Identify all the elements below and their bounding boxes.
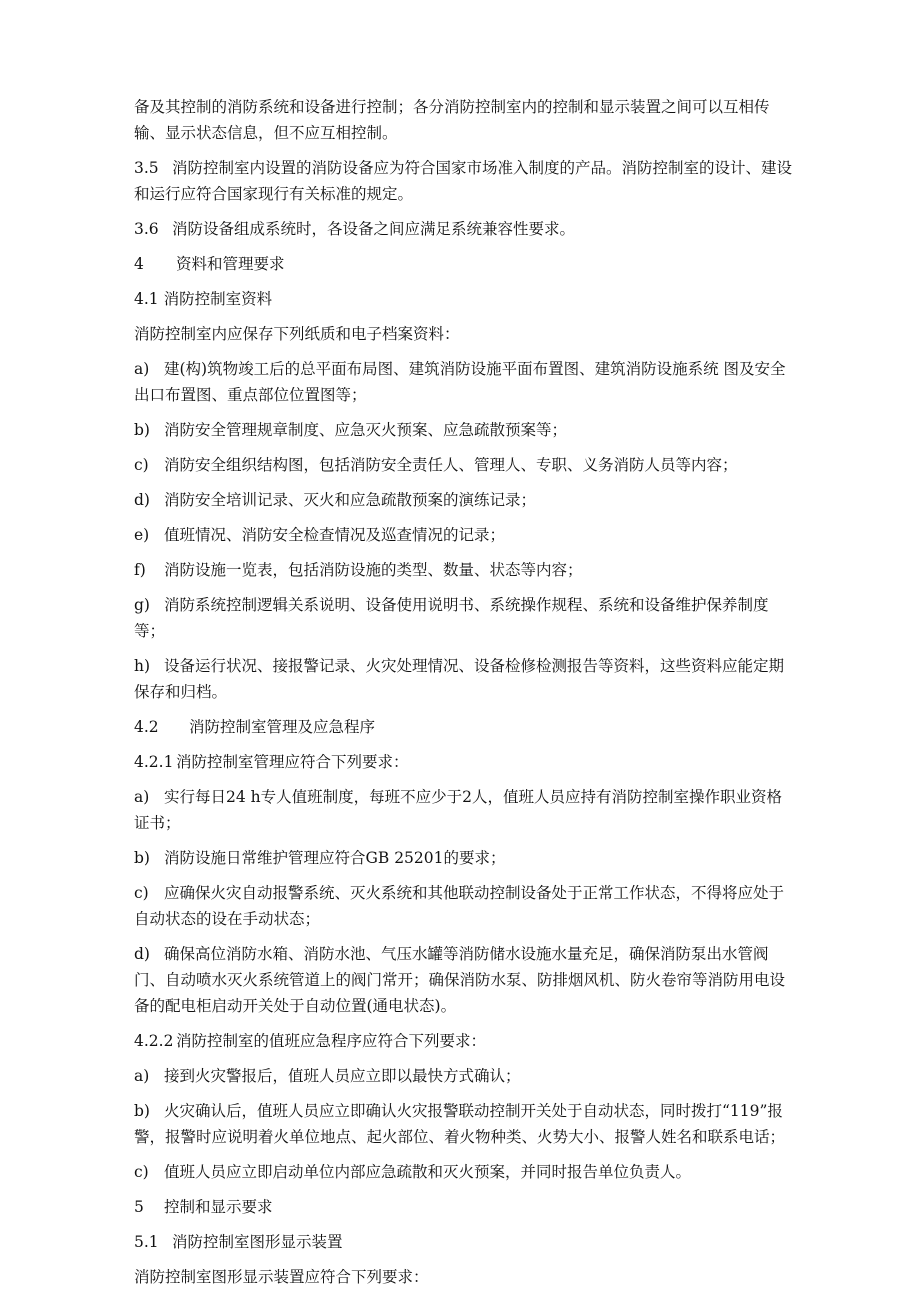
clause-title: 消防控制室资料 [163,290,273,308]
clause-4-2-1 [134,749,794,775]
list-marker: g) [134,596,150,614]
clause-text: 消防控制室管理应符合下列要求： [176,753,409,771]
clause-4-1-heading [134,286,794,312]
list-item-text: 建(构)筑物竣工后的总平面布局图、建筑消防设施平面布置图、建筑消防设施系统 图及安全出口布置图、重点部位位置图等； [134,360,786,404]
list-item [134,880,794,932]
list-marker: d) [134,491,150,509]
list-marker: b) [134,421,150,439]
list-marker: c) [134,884,149,902]
list-item-text: 火灾确认后，值班人员应立即确认火灾报警联动控制开关处于自动状态，同时拨打“119”报警，报警时应说明着火单位地点、起火部位、着火物种类、火势大小、报警人姓名和联系电话； [134,1102,786,1146]
paragraph-text: 消防控制室图形显示装置应符合下列要求： [134,1268,429,1286]
list-item-text: 消防设施日常维护管理应符合GB 25201的要求； [164,849,506,867]
list-item-text: 消防安全管理规章制度、应急灭火预案、应急疏散预案等； [164,421,568,439]
list-marker: a) [134,788,150,806]
clause-number: 4.1 [134,290,159,308]
list-item-text: 应确保火灾自动报警系统、灭火系统和其他联动控制设备处于正常工作状态，不得将应处于自动状态的设在手动状态； [134,884,785,928]
list-marker: f) [134,561,146,579]
list-item [134,487,794,513]
list-item [134,592,794,644]
list-item [134,417,794,443]
clause-3-6 [134,216,794,242]
list-item-text: 接到火灾警报后，值班人员应立即以最快方式确认； [164,1067,521,1085]
list-marker: c) [134,1163,149,1181]
paragraph [134,321,794,347]
list-item-text: 消防设施一览表，包括消防设施的类型、数量、状态等内容； [164,561,583,579]
clause-number: 4.2.1 [134,753,174,771]
list-item [134,941,794,1019]
section-5-heading [134,1194,794,1220]
list-item-text: 实行每日24 h专人值班制度，每班不应少于2人，值班人员应持有消防控制室操作职业资格证书； [134,788,782,832]
list-marker: e) [134,526,150,544]
clause-text: 消防设备组成系统时，各设备之间应满足系统兼容性要求。 [172,220,576,238]
list-item [134,557,794,583]
list-item-text: 消防安全培训记录、灭火和应急疏散预案的演练记录； [164,491,537,509]
clause-3-5 [134,155,794,207]
clause-text: 消防控制室内设置的消防设备应为符合国家市场准入制度的产品。消防控制室的设计、建设和运行应符合国家现行有关标准的规定。 [134,159,793,203]
clause-number: 4.2 [134,718,159,736]
clause-number: 3.5 [134,159,159,177]
list-item-text: 值班人员应立即启动单位内部应急疏散和灭火预案，并同时报告单位负责人。 [164,1163,692,1181]
section-title: 控制和显示要求 [164,1198,273,1216]
clause-title: 消防控制室管理及应急程序 [189,718,376,736]
list-marker: b) [134,849,150,867]
list-item-text: 消防系统控制逻辑关系说明、设备使用说明书、系统操作规程、系统和设备维护保养制度等； [134,596,769,640]
section-4-heading [134,251,794,277]
list-marker: b) [134,1102,150,1120]
section-title: 资料和管理要求 [176,255,285,273]
list-item [134,784,794,836]
list-marker: d) [134,945,150,963]
list-item [134,653,794,705]
clause-4-2-2 [134,1028,794,1054]
list-item-text: 值班情况、消防安全检查情况及巡查情况的记录； [164,526,506,544]
list-item [134,522,794,548]
list-item [134,356,794,408]
list-item-text: 设备运行状况、接报警记录、火灾处理情况、设备检修检测报告等资料，这些资料应能定期保存和归档。 [134,657,785,701]
section-number: 5 [134,1198,144,1216]
paragraph-text: 消防控制室内应保存下列纸质和电子档案资料： [134,325,460,343]
clause-title: 消防控制室图形显示装置 [172,1233,343,1251]
document-body [134,94,794,1299]
list-marker: c) [134,456,149,474]
clause-5-1-heading [134,1229,794,1255]
clause-text: 消防控制室的值班应急程序应符合下列要求： [176,1032,487,1050]
list-item-text: 消防安全组织结构图，包括消防安全责任人、管理人、专职、义务消防人员等内容； [164,456,738,474]
clause-number: 4.2.2 [134,1032,174,1050]
list-item [134,1098,794,1150]
clause-4-2-heading [134,714,794,740]
list-marker: a) [134,360,150,378]
list-item-text: 确保高位消防水箱、消防水池、气压水罐等消防储水设施水量充足，确保消防泵出水管阀门、自动喷水灭火系统管道上的阀门常开；确保消防水泵、防排烟风机、防火卷帘等消防用电设备的配电柜启动开关处于自动位置(通电状态)。 [134,945,786,1015]
paragraph [134,1264,794,1290]
paragraph [134,94,794,146]
list-item [134,452,794,478]
list-marker: a) [134,1067,150,1085]
list-item [134,1159,794,1185]
paragraph-text: 备及其控制的消防系统和设备进行控制；各分消防控制室内的控制和显示装置之间可以互相传输、显示状态信息，但不应互相控制。 [134,98,770,142]
clause-number: 5.1 [134,1233,159,1251]
clause-number: 3.6 [134,220,159,238]
section-number: 4 [134,255,144,273]
list-item [134,845,794,871]
list-item [134,1063,794,1089]
list-marker: h) [134,657,151,675]
